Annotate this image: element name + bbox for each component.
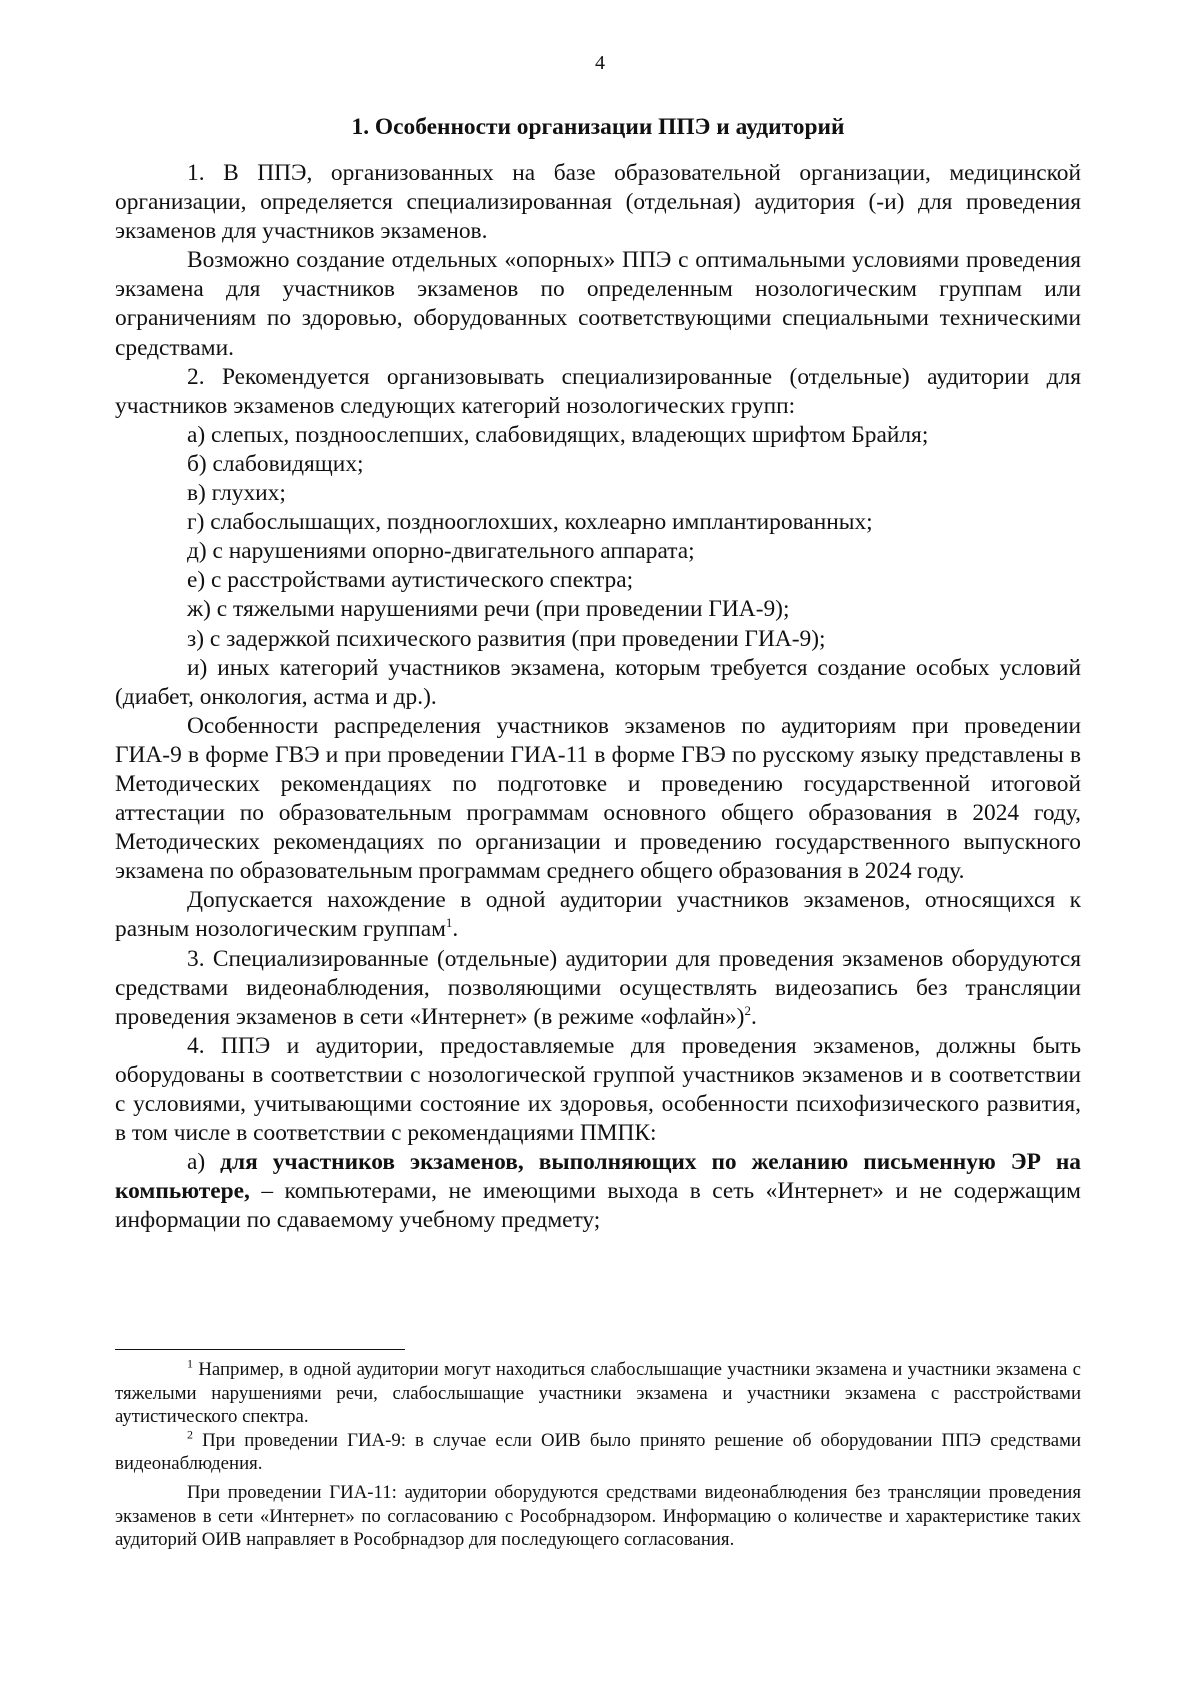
paragraph-2: Возможно создание отдельных «опорных» ППЭ с оптимальными условиями проведения экзамена для участников экзаменов по определенным нозологическим группам или ограничениям по здоровью, оборудованных соответствующими специальными техническими средствами. [115,247,1081,361]
category-item-b: б) слабовидящих; [187,450,364,477]
paragraph-1: 1. В ППЭ, организованных на базе образовательной организации, медицинской организации, определяется специализированная (отдельная) аудитория (-и) для проведения экзаменов для участников экзаменов. [115,160,1081,245]
paragraph-5-text: Допускается нахождение в одной аудитории участников экзаменов, относящихся к разным нозологическим группам [115,887,1081,943]
category-item-i: и) иных категорий участников экзамена, которым требуется создание особых условий (диабет, онкология, астма и др.). [115,654,1081,710]
category-item-zh: ж) с тяжелыми нарушениями речи (при проведении ГИА-9); [187,596,790,623]
category-item-e: е) с расстройствами аутистического спектра; [187,567,634,594]
paragraph-3: 2. Рекомендуется организовывать специализированные (отдельные) аудитории для участников экзаменов следующих категорий нозологических групп: [115,363,1081,419]
footnote-2 [115,1429,1081,1476]
section-title: 1. Особенности организации ППЭ и аудиторий [351,114,845,140]
paragraph-8-bold: для участников экзаменов, выполняющих по желанию письменную ЭР на компьютере, [115,1149,1081,1205]
page-number: 4 [595,52,605,74]
main-content [115,112,1081,1235]
footnotes [115,1358,1081,1552]
paragraph-7: 4. ППЭ и аудитории, предоставляемые для проведения экзаменов, должны быть оборудованы в соответствии с нозологической группой участников экзаменов и в соответствии с условиями, учитывающими состояние их здоровья, особенности психофизического развития, в том числе в соответствии с рекомендациями ПМПК: [115,1032,1081,1147]
paragraph-8 [115,1148,1081,1235]
footnote-ref-1: 1 [445,915,453,931]
paragraph-6-end: . [750,1003,757,1030]
footnote-1-text: Например, в одной аудитории могут находиться слабослышащие участники экзамена и участники экзамена с тяжелыми нарушениями речи, слабослышащие участники экзамена и участники экзамена с расстройствами аутистического спектра. [115,1359,1081,1428]
category-item-d: д) с нарушениями опорно-двигательного аппарата; [187,538,695,565]
paragraph-8-rest: – компьютерами, не имеющими выхода в сеть «Интернет» и не содержащим информации по сдаваемому учебному предмету; [115,1178,1081,1234]
footnote-ref-2: 2 [744,1002,751,1018]
paragraph-4: Особенности распределения участников экзаменов по аудиториям при проведении ГИА-9 в форме ГВЭ и при проведении ГИА-11 в форме ГВЭ по русскому языку представлены в Методических рекомендациях по подготовке и проведению государственной итоговой аттестации по образовательным программам основного общего образования в 2024 году, Методических рекомендациях по организации и проведению государственного выпускного экзамена по образовательным программам среднего общего образования в 2024 году. [115,712,1081,885]
footnote-2-continuation: При проведении ГИА-11: аудитории оборудуются средствами видеонаблюдения без трансляции проведения экзаменов в сети «Интернет» по согласованию с Рособрнадзором. Информацию о количестве и характеристике таких аудиторий ОИВ направляет в Рособрнадзор для последующего согласования. [115,1481,1081,1551]
paragraph-6-text: 3. Специализированные (отдельные) аудитории для проведения экзаменов оборудуются средствами видеонаблюдения, позволяющими осуществлять видеозапись без трансляции проведения экзаменов в сети «Интернет» (в режиме «офлайн») [115,945,1081,1030]
category-item-a: а) слепых, поздноослепших, слабовидящих, владеющих шрифтом Брайля; [187,421,929,448]
footnote-2-text: При проведении ГИА-9: в случае если ОИВ было принято решение об оборудовании ППЭ средствами видеонаблюдения. [115,1429,1081,1475]
category-item-g: г) слабослышащих, позднооглохших, кохлеарно имплантированных; [187,509,873,536]
paragraph-6 [115,945,1081,1032]
paragraph-5 [115,886,1081,944]
footnote-1-mark: 1 [187,1356,193,1371]
category-item-v: в) глухих; [187,480,286,507]
footnote-2-mark: 2 [187,1427,193,1442]
paragraph-5-end: . [452,916,459,943]
paragraph-8-prefix: а) [187,1149,221,1176]
category-item-z: з) с задержкой психического развития (при проведении ГИА-9); [187,625,826,652]
footnote-1 [115,1358,1081,1429]
footnote-separator [115,1349,405,1350]
